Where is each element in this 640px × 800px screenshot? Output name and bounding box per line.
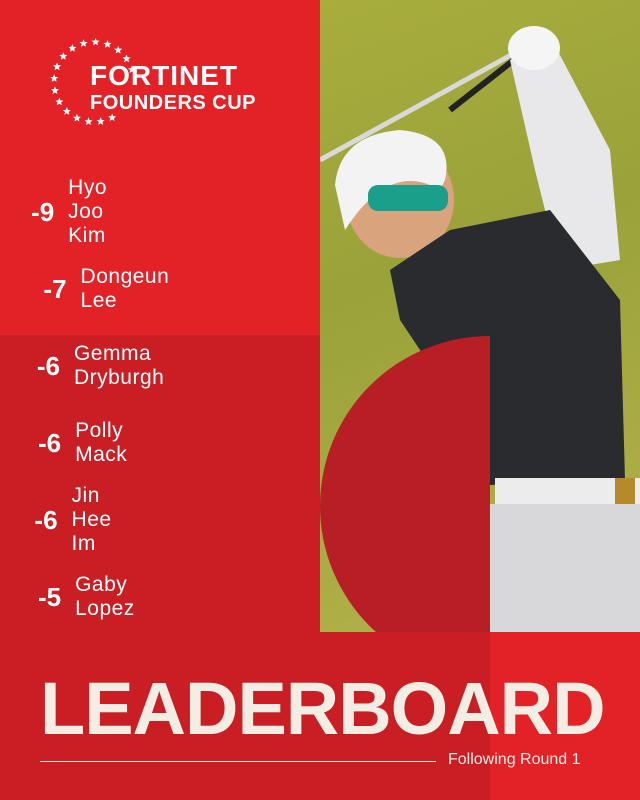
- leaderboard-row: [30, 342, 182, 389]
- page-subtitle: Following Round 1: [448, 751, 581, 768]
- leaderboard-row: [30, 573, 152, 620]
- player-name: Gaby Lopez: [75, 573, 135, 620]
- player-name: Gemma Dryburgh: [73, 342, 165, 389]
- logo-line-2: FOUNDERS CUP: [90, 92, 257, 114]
- player-name: Dongeun Lee: [80, 265, 170, 312]
- golfer-photo: [320, 0, 640, 632]
- divider: [40, 761, 436, 762]
- leaderboard-row: [30, 484, 132, 555]
- star-icon: [51, 86, 59, 94]
- player-score: -6: [36, 350, 60, 381]
- player-score: -7: [43, 273, 67, 304]
- event-logo: [48, 36, 288, 136]
- player-score: -6: [34, 504, 58, 535]
- star-icon: [53, 62, 61, 70]
- leaderboard-row: [30, 419, 144, 466]
- star-icon: [80, 39, 88, 47]
- star-icon: [55, 98, 63, 106]
- player-name: Polly Mack: [75, 419, 128, 466]
- star-icon: [50, 74, 58, 82]
- star-icon: [97, 117, 105, 125]
- star-icon: [103, 40, 111, 48]
- leaderboard-row: [30, 265, 181, 312]
- star-icon: [73, 114, 81, 122]
- star-icon: [59, 52, 67, 60]
- player-score: -9: [31, 196, 55, 227]
- star-icon: [92, 38, 100, 46]
- logo-line-1: FORTINET: [90, 60, 238, 91]
- star-icon: [85, 117, 93, 125]
- player-name: Jin Hee Im: [71, 484, 112, 555]
- star-icon: [114, 46, 122, 54]
- star-icon: [68, 44, 76, 52]
- player-name: Hyo Joo Kim: [68, 176, 108, 247]
- page-title: LEADERBOARD: [40, 667, 605, 750]
- star-icon: [63, 107, 71, 115]
- player-score: -6: [37, 427, 62, 458]
- leaderboard-row: [30, 176, 131, 247]
- player-score: -5: [37, 581, 62, 612]
